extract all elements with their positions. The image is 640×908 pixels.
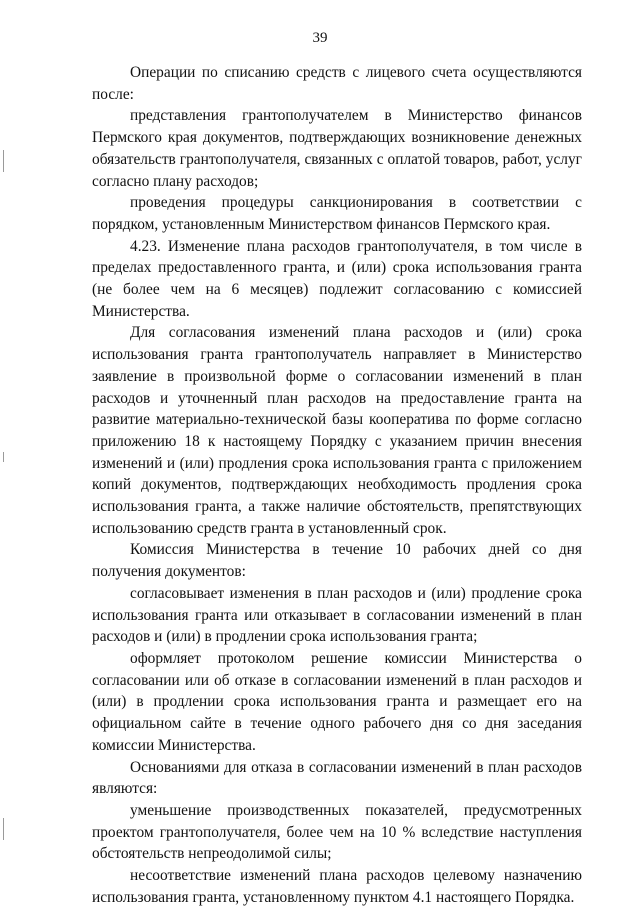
paragraph-refusal-grounds: Основаниями для отказа в согласовании изменений в план расходов являются:	[92, 758, 582, 798]
paragraph-change-request: Для согласования изменений плана расходов и (или) срока использования гранта грантополучатель направляет в Министерство заявление в произвольной форме о согласовании изменений в план расходов и уточненный план расходов на предоставление гранта на развитие материально-технической базы кооператива по форме согласно приложению 18 к настоящему Порядку с указанием причин внесения изменений и (или) продления срока использования гранта с приложением копий документов, подтверждающих необходимость продления срока использования гранта, а также наличие обстоятельств, препятствующих использованию средств гранта в установленный срок.	[92, 324, 582, 537]
paragraph-purpose-mismatch: несоответствие изменений плана расходов целевому назначению использования гранта, установленному пунктом 4.1 настоящего Порядка.	[92, 867, 582, 906]
document-body	[92, 62, 582, 908]
scan-edge-mark-bottom	[3, 818, 4, 840]
scan-edge-mark-top	[3, 150, 4, 172]
page-number: 39	[312, 30, 328, 46]
paragraph-documents-submission: представления грантополучателем в Министерство финансов Пермского края документов, подтверждающих возникновение денежных обязательств грантополучателя, связанных с оплатой товаров, работ, услуг согласно плану расходов;	[92, 107, 582, 190]
paragraph-protocol-decision: оформляет протоколом решение комиссии Министерства о согласовании или об отказе в согласовании изменений в план расходов и (или) в продлении срока использования гранта и размещает его на официальном сайте в течение одного рабочего дня со дня заседания комиссии Министерства.	[92, 649, 582, 754]
paragraph-approves-changes: согласовывает изменения в план расходов и (или) продление срока использования гранта или отказывает в согласовании изменений в план расходов и (или) в продлении срока использования гранта;	[92, 584, 582, 646]
paragraph-operations-intro: Операции по списанию средств с лицевого счета осуществляются после:	[92, 64, 582, 103]
paragraph-commission-review: Комиссия Министерства в течение 10 рабочих дней со дня получения документов:	[92, 541, 582, 581]
paragraph-reduced-indicators: уменьшение производственных показателей, предусмотренных проектом грантополучателя, более чем на 10 % вследствие наступления обстоятельств непреодолимой силы;	[92, 801, 582, 863]
scan-edge-mark-middle	[3, 452, 4, 462]
paragraph-section-4-23: 4.23. Изменение плана расходов грантополучателя, в том числе в пределах предоставленного гранта, и (или) срока использования гранта (не более чем на 6 месяцев) подлежит согласованию с комиссией Министерства.	[92, 237, 582, 320]
paragraph-sanctioning-procedure: проведения процедуры санкционирования в соответствии с порядком, установленным Министерством финансов Пермского края.	[92, 194, 582, 233]
